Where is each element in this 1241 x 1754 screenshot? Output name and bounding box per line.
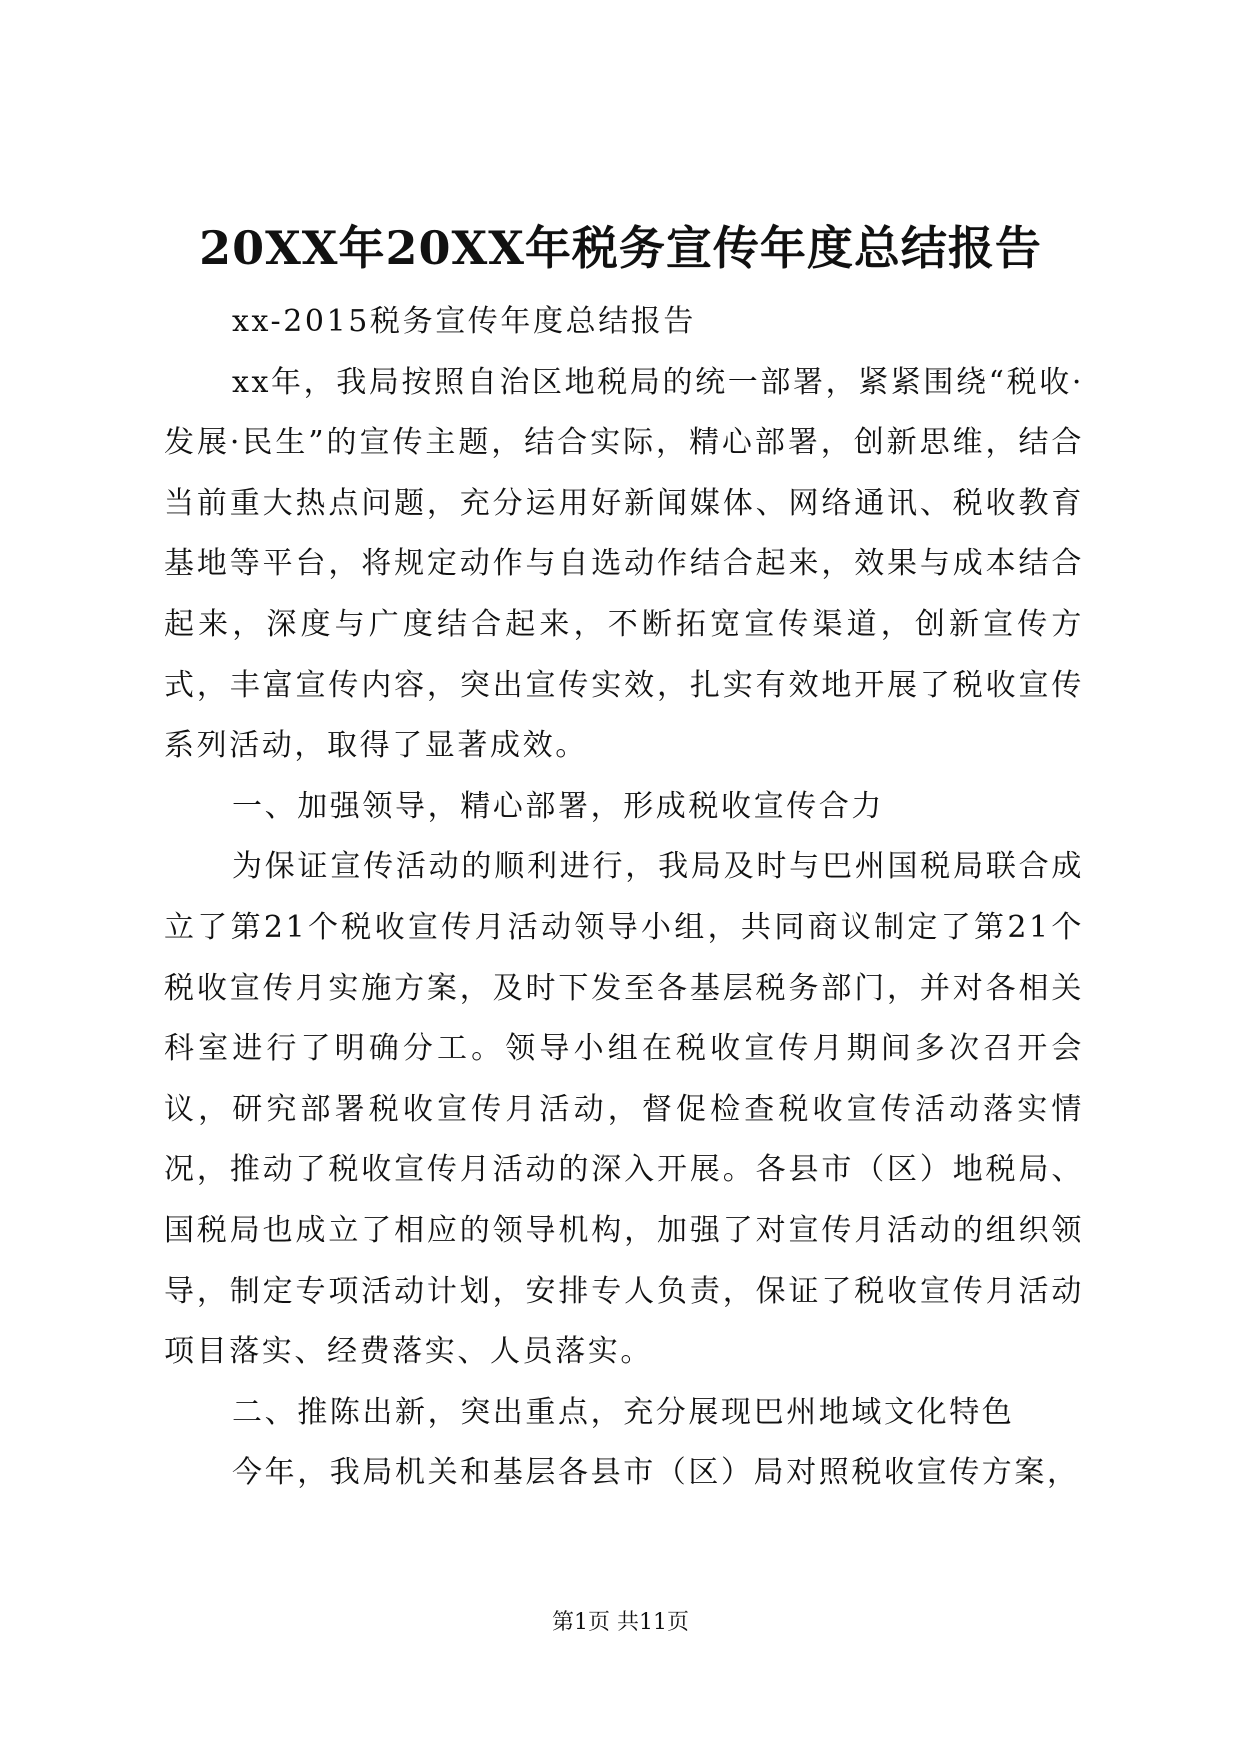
document-body	[164, 292, 1084, 1504]
document-title: 20XX年20XX年税务宣传年度总结报告	[199, 221, 1042, 275]
section-2-paragraph: 今年，我局机关和基层各县市（区）局对照税收宣传方案，	[232, 1455, 1080, 1491]
subtitle-paragraph: xx-2015税务宣传年度总结报告	[232, 304, 696, 339]
section-heading-1: 一、加强领导，精心部署，形成税收宣传合力	[232, 788, 884, 824]
page-number-footer: 第1页 共11页	[552, 1610, 689, 1635]
intro-paragraph: xx年，我局按照自治区地税局的统一部署，紧紧围绕“税收·发展·民生”的宣传主题，结合实际，精心部署，创新思维，结合当前重大热点问题，充分运用好新闻媒体、网络通讯、税收教育基地等平台，将规定动作与自选动作结合起来，效果与成本结合起来，深度与广度结合起来，不断拓宽宣传渠道，创新宣传方式，丰富宣传内容，突出宣传实效，扎实有效地开展了税收宣传系列活动，取得了显著成效。	[164, 364, 1084, 764]
section-heading-2: 二、推陈出新，突出重点，充分展现巴州地域文化特色	[232, 1394, 1015, 1430]
section-1-paragraph: 为保证宣传活动的顺利进行，我局及时与巴州国税局联合成立了第21个税收宣传月活动领导小组，共同商议制定了第21个税收宣传月实施方案，及时下发至各基层税务部门，并对各相关科室进行了明确分工。领导小组在税收宣传月期间多次召开会议，研究部署税收宣传月活动，督促检查税收宣传活动落实情况，推动了税收宣传月活动的深入开展。各县市（区）地税局、国税局也成立了相应的领导机构，加强了对宣传月活动的组织领导，制定专项活动计划，安排专人负责，保证了税收宣传月活动项目落实、经费落实、人员落实。	[164, 849, 1084, 1370]
